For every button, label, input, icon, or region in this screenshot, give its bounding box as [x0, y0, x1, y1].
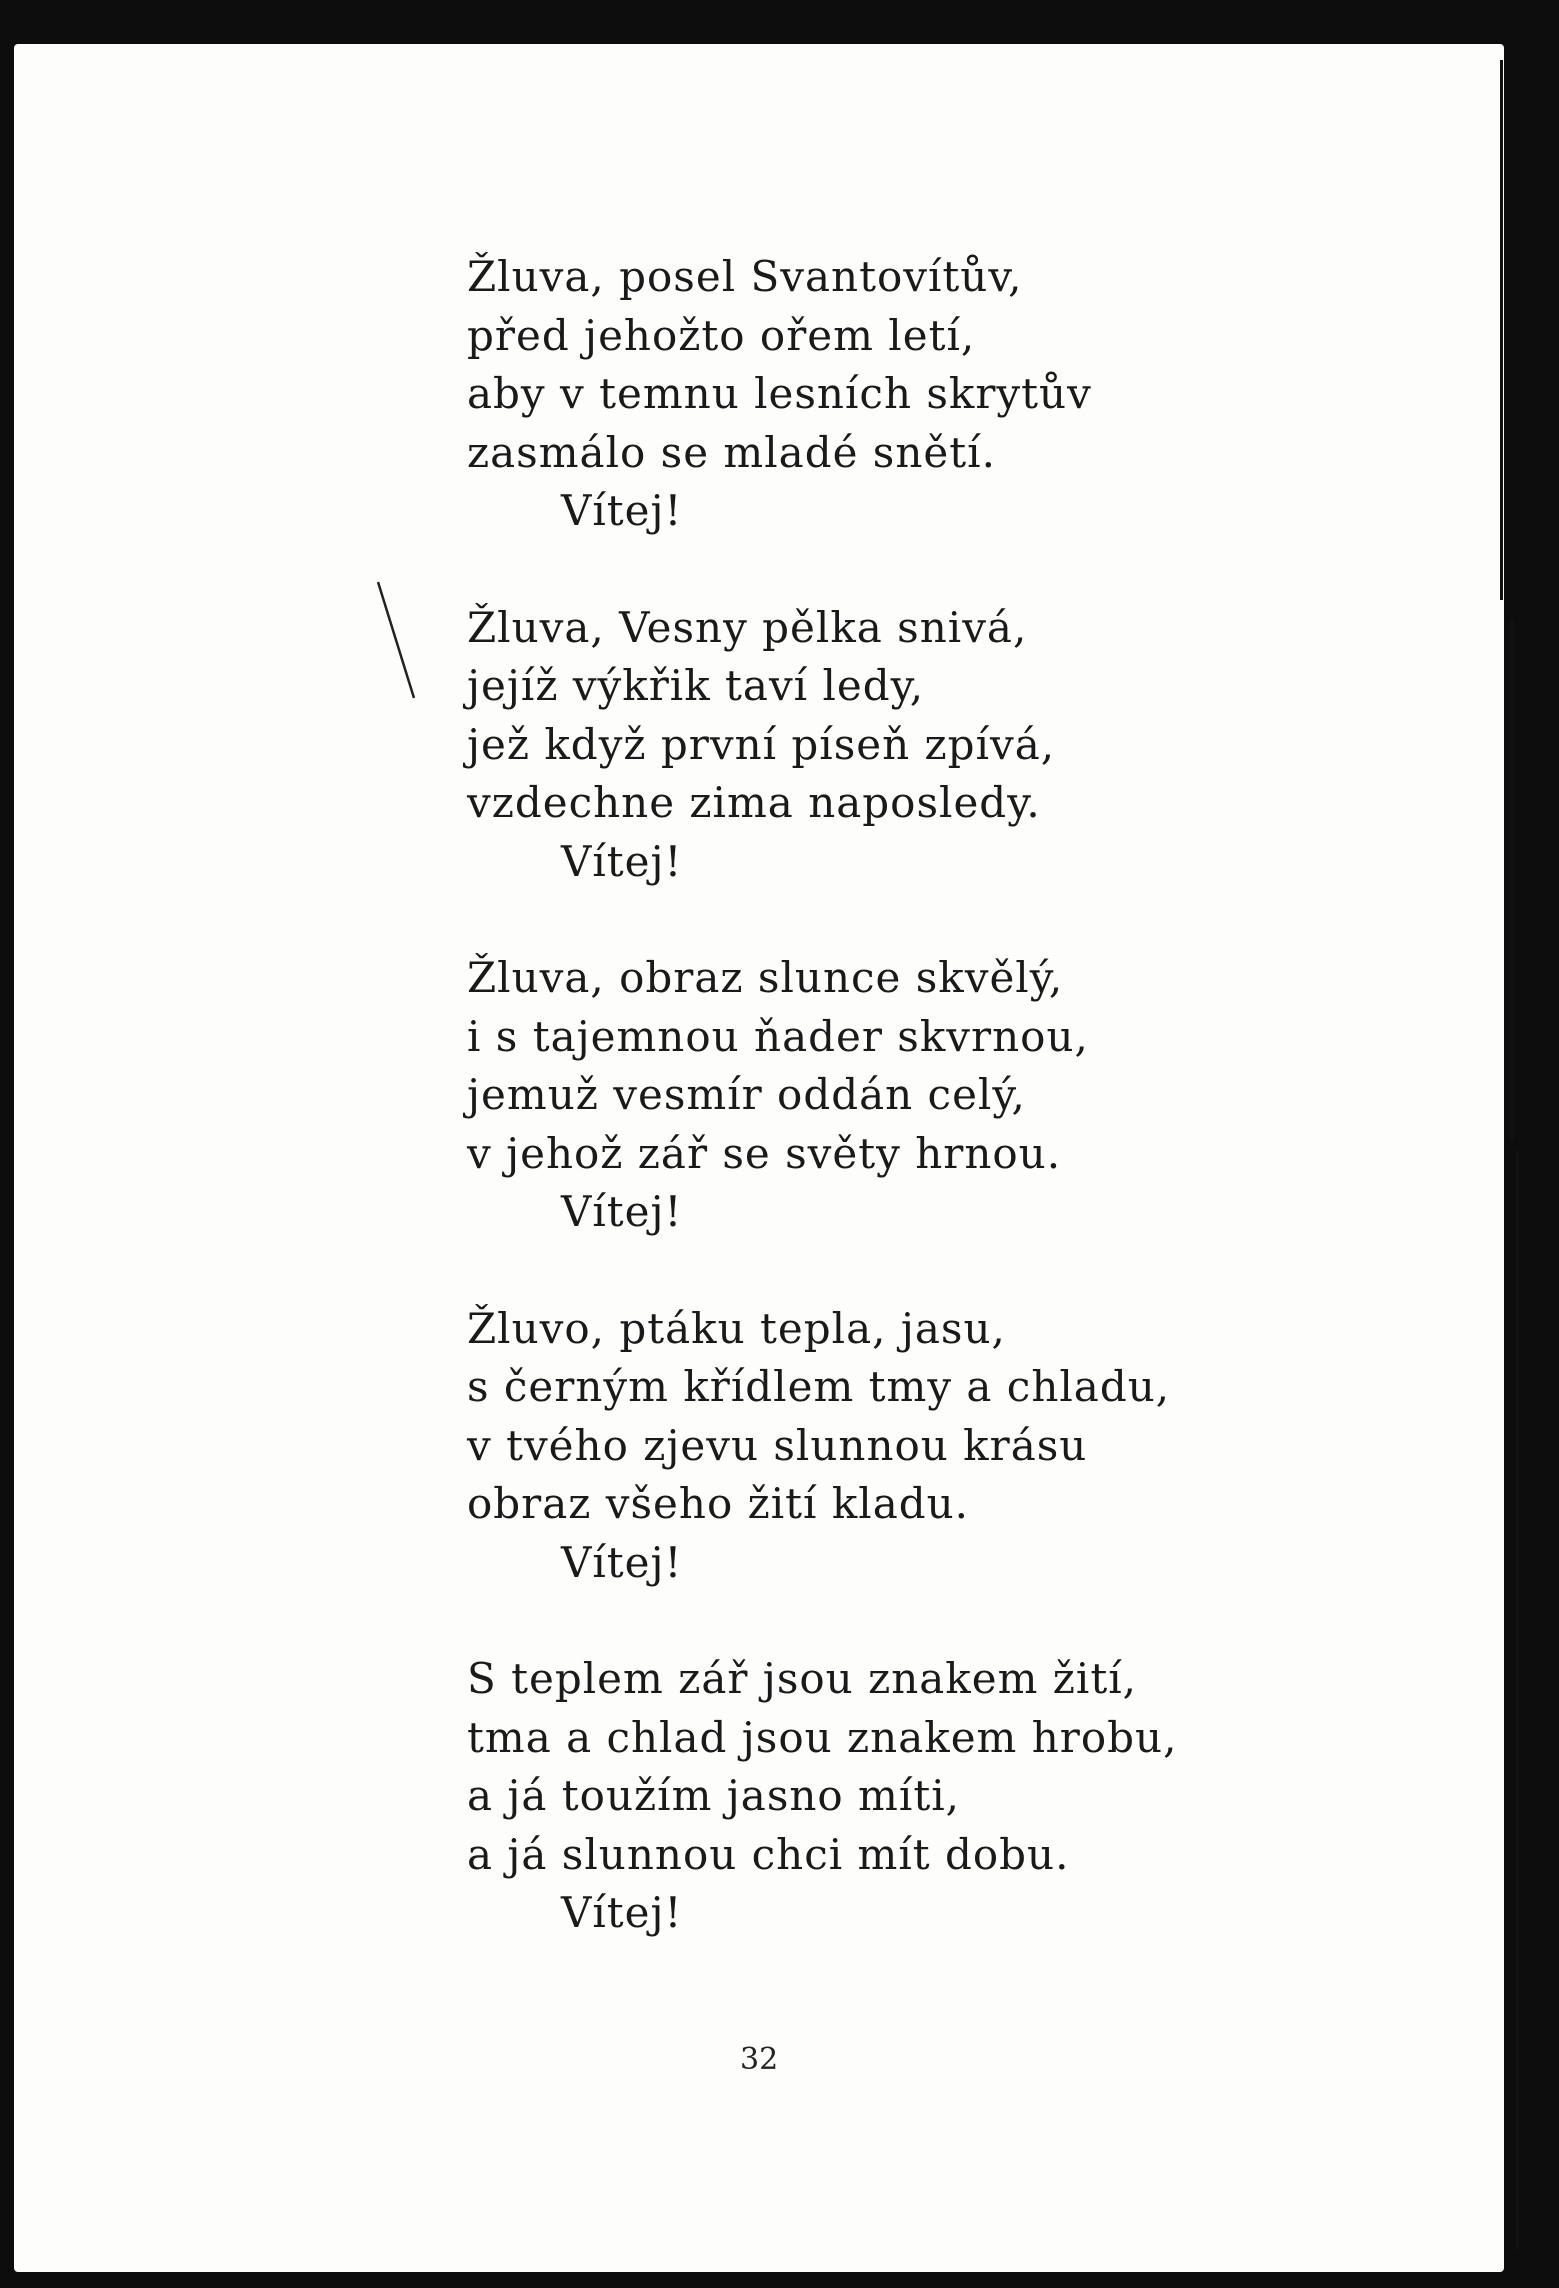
stanza [467, 1650, 1367, 1943]
poem-line: i s tajemnou ňader skvrnou, [467, 1011, 1089, 1061]
page-number: 32 [740, 2042, 779, 2077]
poem-line: S teplem zář jsou znakem žití, [467, 1654, 1137, 1703]
poem-refrain: Vítej! [561, 1187, 683, 1236]
poem-refrain: Vítej! [561, 1537, 683, 1587]
margin-pencil-mark [376, 580, 416, 700]
stanza [467, 599, 1367, 892]
poem-line: jemuž vesmír oddán celý, [467, 1070, 1026, 1119]
poem-line: v tvého zjevu slunnou krásu [467, 1420, 1088, 1470]
poem-line: v jehož zář se světy hrnou. [467, 1128, 1062, 1178]
poem [467, 248, 1367, 2001]
poem-refrain: Vítej! [561, 1888, 683, 1937]
poem-line: vzdechne zima naposledy. [467, 778, 1041, 827]
poem-line: Žluva, obraz slunce skvělý, [467, 953, 1064, 1002]
binding-edge-line-lower [1510, 620, 1514, 1140]
stanza [467, 1300, 1367, 1593]
poem-line: aby v temnu lesních skrytův [467, 369, 1092, 418]
poem-line: Žluvo, ptáku tepla, jasu, [467, 1303, 1006, 1353]
binding-edge-line [1500, 60, 1503, 600]
poem-refrain: Vítej! [561, 836, 683, 886]
poem-line: a já slunnou chci mít dobu. [467, 1829, 1070, 1879]
stanza [467, 949, 1367, 1242]
poem-line: jež když první píseň zpívá, [467, 719, 1056, 769]
poem-line: obraz všeho žití kladu. [467, 1479, 970, 1528]
stanza [467, 248, 1367, 541]
poem-line: Žluva, Vesny pělka snivá, [467, 602, 1028, 652]
binding-edge-line-bottom [1516, 1150, 1519, 2250]
poem-line: a já toužím jasno míti, [467, 1771, 960, 1820]
poem-line: tma a chlad jsou znakem hrobu, [467, 1712, 1178, 1762]
poem-line: Žluva, posel Svantovítův, [467, 252, 1023, 301]
poem-refrain: Vítej! [561, 486, 683, 535]
poem-line: před jehožto ořem letí, [467, 310, 976, 360]
poem-line: s černým křídlem tmy a chladu, [467, 1362, 1171, 1411]
poem-line: jejíž výkřik taví ledy, [467, 661, 925, 710]
poem-line: zasmálo se mladé snětí. [467, 427, 996, 477]
